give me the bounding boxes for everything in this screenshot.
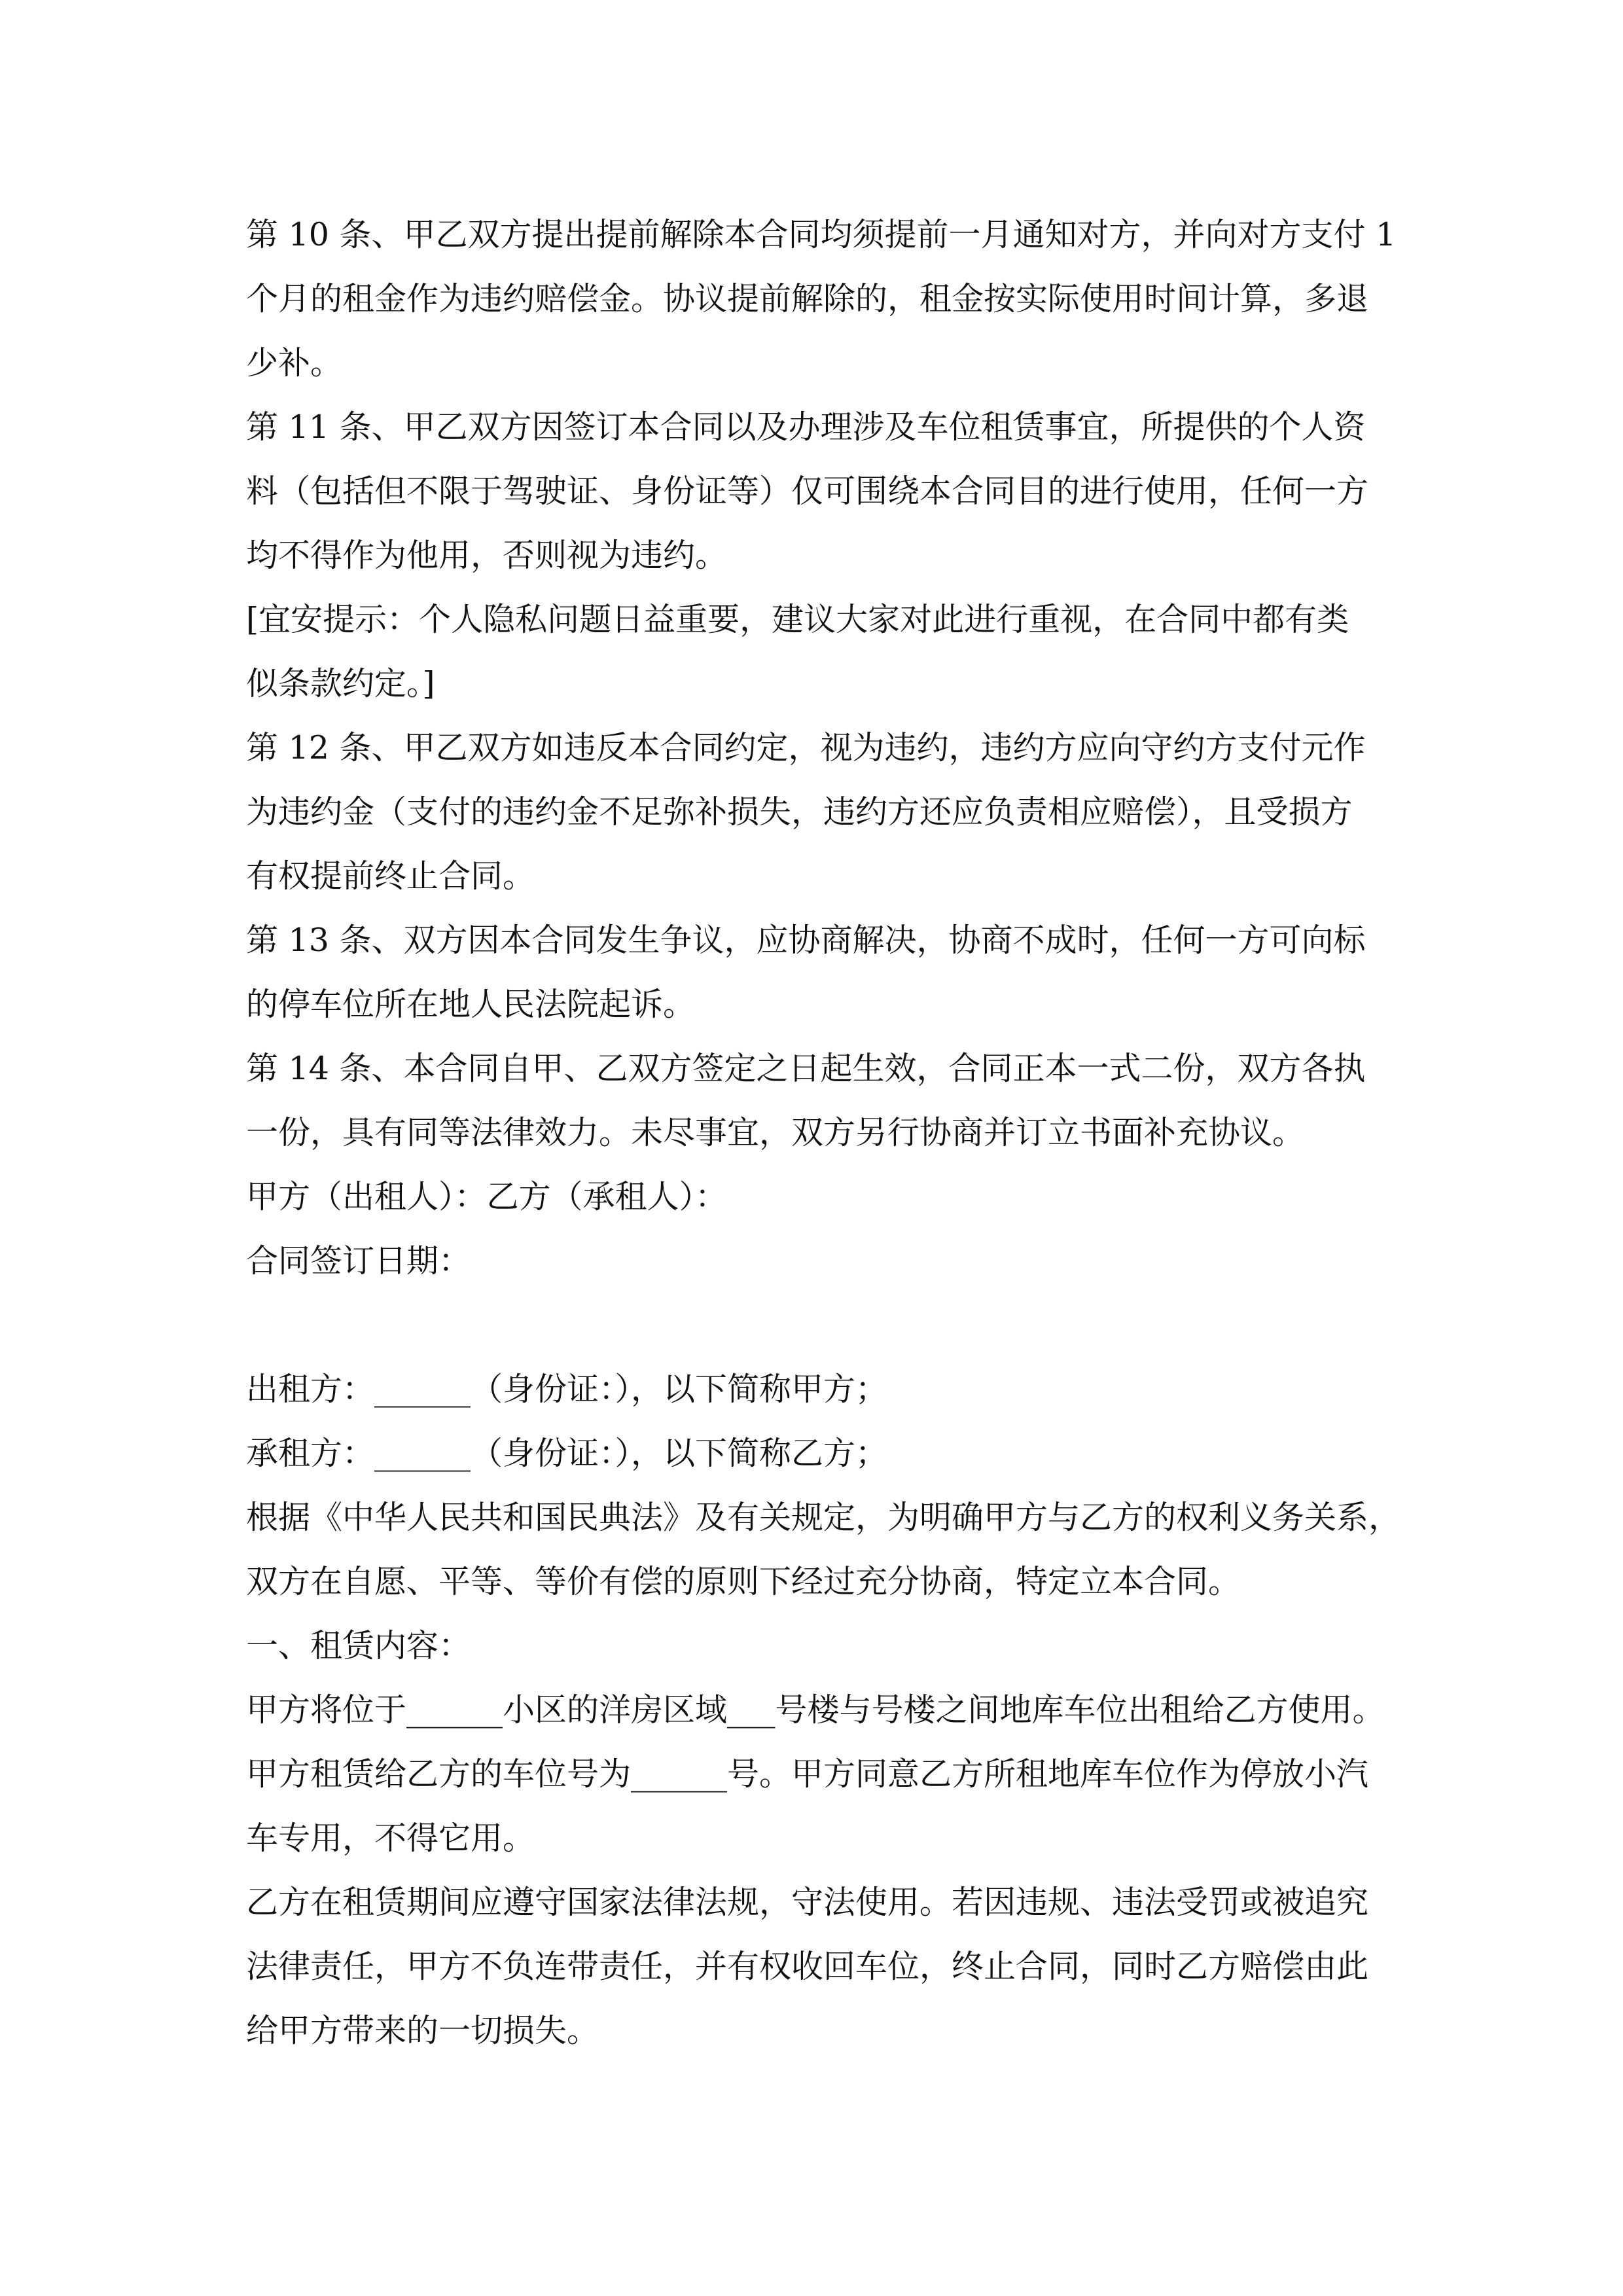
lessor-line: 出租方：______（身份证：），以下简称甲方； xyxy=(246,1371,888,1408)
text-line: 有权提前终止合同。 xyxy=(246,857,535,895)
text-line: 的停车位所在地人民法院起诉。 xyxy=(246,986,696,1023)
text-line: 第 13 条、双方因本合同发生争议，应协商解决，协商不成时，任何一方可向标 xyxy=(246,922,1366,959)
lessee-line: 承租方：______（身份证：），以下简称乙方； xyxy=(246,1435,888,1472)
text-line: 第 10 条、甲乙双方提出提前解除本合同均须提前一月通知对方，并向对方支付 1 xyxy=(246,216,1397,253)
text-line: 第 14 条、本合同自甲、乙双方签定之日起生效，合同正本一式二份，双方各执 xyxy=(246,1050,1366,1087)
text-line: 甲方将位于______小区的洋房区域___号楼与号楼之间地库车位出租给乙方使用。 xyxy=(246,1691,1385,1729)
text-line: 一份，具有同等法律效力。未尽事宜，双方另行协商并订立书面补充协议。 xyxy=(246,1114,1305,1151)
text-line: 甲方租赁给乙方的车位号为______号。甲方同意乙方所租地库车位作为停放小汽 xyxy=(246,1755,1369,1793)
blank-gap xyxy=(246,1293,1385,1357)
text-line: 似条款约定。] xyxy=(246,665,435,702)
text-line: 少补。 xyxy=(246,344,343,382)
text-line: 根据《中华人民共和国民典法》及有关规定，为明确甲方与乙方的权利义务关系， xyxy=(246,1499,1401,1536)
text-line: 第 12 条、甲乙双方如违反本合同约定，视为违约，违约方应向守约方支付元作 xyxy=(246,729,1366,766)
contract-date-line: 合同签订日期： xyxy=(246,1242,471,1280)
text-line: 料（包括但不限于驾驶证、身份证等）仅可围绕本合同目的进行使用，任何一方 xyxy=(246,473,1369,510)
text-line: 为违约金（支付的违约金不足弥补损失，违约方还应负责相应赔偿），且受损方 xyxy=(246,793,1353,831)
section-heading: 一、租赁内容： xyxy=(246,1627,471,1664)
text-line: 给甲方带来的一切损失。 xyxy=(246,2012,599,2049)
text-line: 第 11 条、甲乙双方因签订本合同以及办理涉及车位租赁事宜，所提供的个人资 xyxy=(246,408,1366,446)
text-line: 法律责任，甲方不负连带责任，并有权收回车位，终止合同，同时乙方赔偿由此 xyxy=(246,1948,1369,1985)
text-line: 双方在自愿、平等、等价有偿的原则下经过充分协商，特定立本合同。 xyxy=(246,1563,1241,1600)
signature-line: 甲方（出租人）：乙方（承租人）： xyxy=(246,1178,728,1215)
text-line: 个月的租金作为违约赔偿金。协议提前解除的，租金按实际使用时间计算，多退 xyxy=(246,280,1369,317)
text-line: [宜安提示：个人隐私问题日益重要，建议大家对此进行重视，在合同中都有类 xyxy=(246,601,1349,638)
text-line: 乙方在租赁期间应遵守国家法律法规，守法使用。若因违规、违法受罚或被追究 xyxy=(246,1884,1369,1921)
text-line: 车专用，不得它用。 xyxy=(246,1820,535,1857)
text-line: 均不得作为他用，否则视为违约。 xyxy=(246,537,728,574)
document-body xyxy=(246,203,1401,2063)
